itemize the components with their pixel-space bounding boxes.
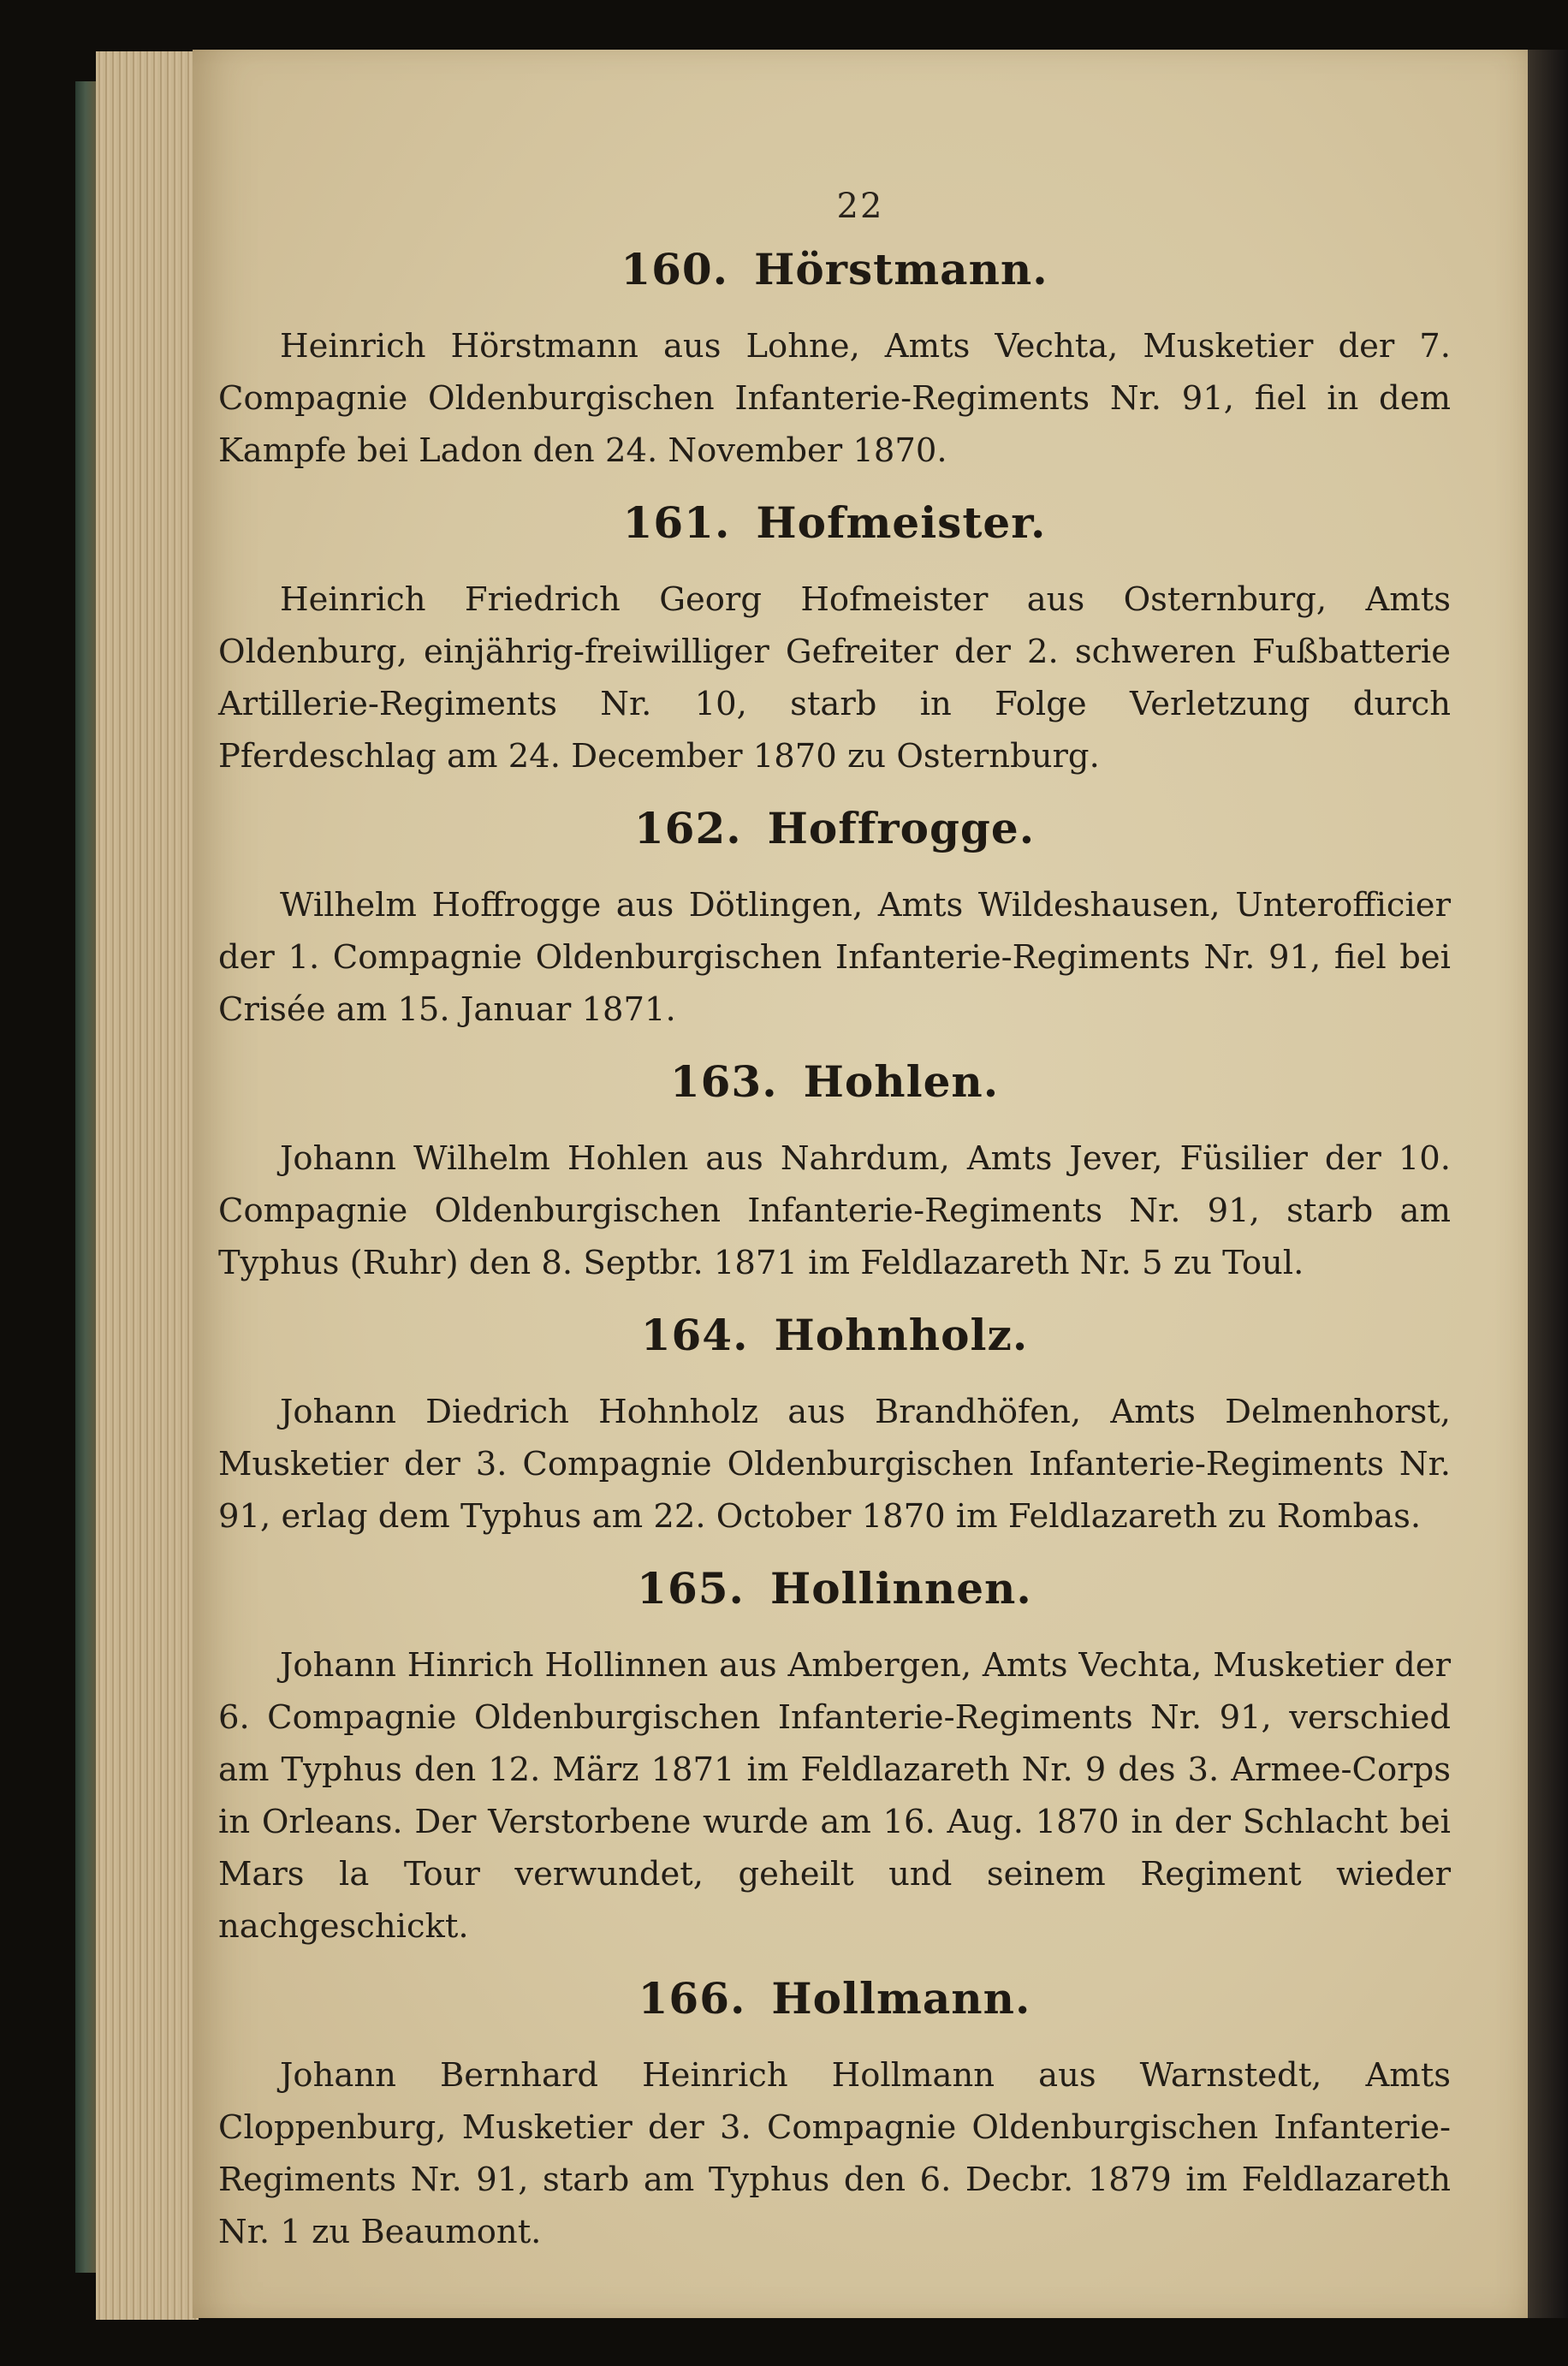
entry-number: 163.: [669, 1056, 778, 1107]
entry-heading: [218, 1973, 1451, 2024]
facing-page-edge: [1528, 50, 1568, 2318]
entry-surname: Hörstmann.: [754, 244, 1048, 294]
entry-heading: [218, 244, 1451, 294]
entry-text: Johann Diedrich Hohnholz aus Brandhöfen, Amts Delmenhorst, Musketier der 3. Compagnie Oldenburgischen Infanterie-Regiments Nr. 91, erlag dem Typhus am 22. October 1870 im Feldlazareth zu Rombas.: [218, 1393, 1451, 1536]
entry-text: Johann Hinrich Hollinnen aus Ambergen, Amts Vechta, Musketier der 6. Compagnie Oldenburgischen Infanterie-Regiments Nr. 91, verschied am Typhus den 12. März 1871 im Feldlazareth Nr. 9 des 3. Armee-Corps in Orleans. Der Verstorbene wurde am 16. Aug. 1870 in der Schlacht bei Mars la Tour verwundet, geheilt und seinem Regiment wieder nachgeschickt.: [218, 1646, 1451, 1946]
entry-160: [218, 244, 1451, 477]
entry-surname: Hohnholz.: [774, 1310, 1029, 1360]
entry-163: [218, 1056, 1451, 1289]
entry-heading: [218, 1563, 1451, 1614]
entry-number: 161.: [622, 497, 731, 548]
entry-surname: Hollinnen.: [769, 1563, 1032, 1614]
entry-text: Johann Bernhard Heinrich Hollmann aus Warnstedt, Amts Cloppenburg, Musketier der 3. Compagnie Oldenburgischen Infanterie-Regiments Nr. 91, starb am Typhus den 6. Decbr. 1879 im Feldlazareth Nr. 1 zu Beaumont.: [218, 2056, 1451, 2251]
entry-text: Wilhelm Hoffrogge aus Dötlingen, Amts Wildeshausen, Unterofficier der 1. Compagnie Oldenburgischen Infanterie-Regiments Nr. 91, fiel bei Crisée am 15. Januar 1871.: [218, 886, 1451, 1029]
entry-162: [218, 803, 1451, 1036]
entry-number: 164.: [640, 1310, 749, 1360]
page-number: 22: [836, 187, 884, 226]
entry-heading: [218, 803, 1451, 853]
entry-surname: Hohlen.: [803, 1056, 1000, 1107]
entry-heading: [218, 1056, 1451, 1107]
entry-164: [218, 1310, 1451, 1543]
entry-text: Heinrich Friedrich Georg Hofmeister aus Osternburg, Amts Oldenburg, einjährig-freiwilliger Gefreiter der 2. schweren Fußbatterie Artillerie-Regiments Nr. 10, starb in Folge Verletzung durch Pferdeschlag am 24. December 1870 zu Osternburg.: [218, 580, 1451, 776]
entry-165: [218, 1563, 1451, 1953]
entry-surname: Hofmeister.: [756, 497, 1047, 548]
entry-number: 165.: [637, 1563, 745, 1614]
entry-text: Johann Wilhelm Hohlen aus Nahrdum, Amts Jever, Füsilier der 10. Compagnie Oldenburgischen Infanterie-Regiments Nr. 91, starb am Typhus (Ruhr) den 8. Septbr. 1871 im Feldlazareth Nr. 5 zu Toul.: [218, 1139, 1451, 1282]
entry-number: 162.: [633, 803, 742, 853]
entry-166: [218, 1973, 1451, 2258]
entry-heading: [218, 1310, 1451, 1360]
entry-heading: [218, 497, 1451, 548]
entry-surname: Hoffrogge.: [767, 803, 1036, 853]
entry-161: [218, 497, 1451, 782]
entry-number: 160.: [621, 244, 729, 294]
entry-text: Heinrich Hörstmann aus Lohne, Amts Vechta, Musketier der 7. Compagnie Oldenburgischen Infanterie-Regiments Nr. 91, fiel in dem Kampfe bei Ladon den 24. November 1870.: [218, 327, 1451, 470]
page-content: [218, 244, 1451, 2279]
entry-surname: Hollmann.: [771, 1973, 1031, 2024]
page-stack-edges: [96, 51, 199, 2320]
entry-number: 166.: [638, 1973, 746, 2024]
